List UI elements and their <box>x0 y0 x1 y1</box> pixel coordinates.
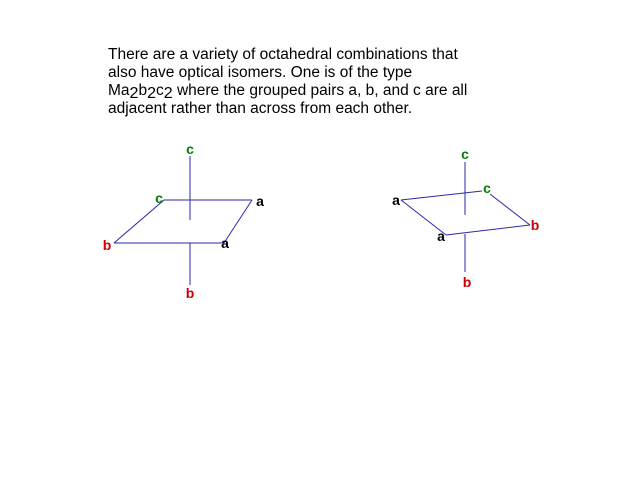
isomer-right-ligand-back-left: a <box>392 192 400 208</box>
formula-a-count: 2 <box>129 85 139 102</box>
isomer-right-bond-back <box>401 191 482 200</box>
formula-c: c <box>155 82 164 99</box>
isomer-right <box>392 146 539 290</box>
isomer-left-ligand-front-right: a <box>221 235 229 251</box>
isomer-left-ligand-back-right: a <box>256 193 264 209</box>
isomer-left-ligand-top: c <box>186 141 194 157</box>
isomer-right-ligand-back-right: c <box>483 180 491 196</box>
isomer-right-ligand-bottom: b <box>462 274 472 290</box>
isomer-left <box>103 141 264 301</box>
isomer-left-bonds <box>114 156 252 285</box>
isomer-right-bond-front <box>446 225 530 235</box>
isomer-right-bond-right <box>490 194 530 225</box>
formula-metal: M <box>108 82 121 99</box>
formula-a: a <box>120 82 130 99</box>
isomer-right-ligand-front-left: a <box>437 228 445 244</box>
caption-line-1: There are a variety of octahedral combinations that <box>108 46 458 63</box>
isomer-right-ligand-front-right: b <box>530 217 540 233</box>
isomer-left-ligand-back-left: c <box>155 190 163 206</box>
isomer-left-ligand-bottom: b <box>185 285 195 301</box>
isomer-right-bonds <box>401 162 530 272</box>
caption-line-3-rest: where the grouped pairs a, b, and c are all <box>172 82 468 99</box>
formula-c-count: 2 <box>163 85 173 102</box>
isomer-right-ligand-top: c <box>461 146 469 162</box>
isomer-left-ligand-front-left: b <box>102 237 112 253</box>
caption-line-2: also have optical isomers. One is of the type <box>108 64 413 81</box>
caption-line-4: adjacent rather than across from each other. <box>108 100 413 117</box>
formula-b-count: 2 <box>147 85 156 102</box>
isomer-left-bond-left <box>114 200 164 243</box>
formula-b: b <box>138 82 148 99</box>
